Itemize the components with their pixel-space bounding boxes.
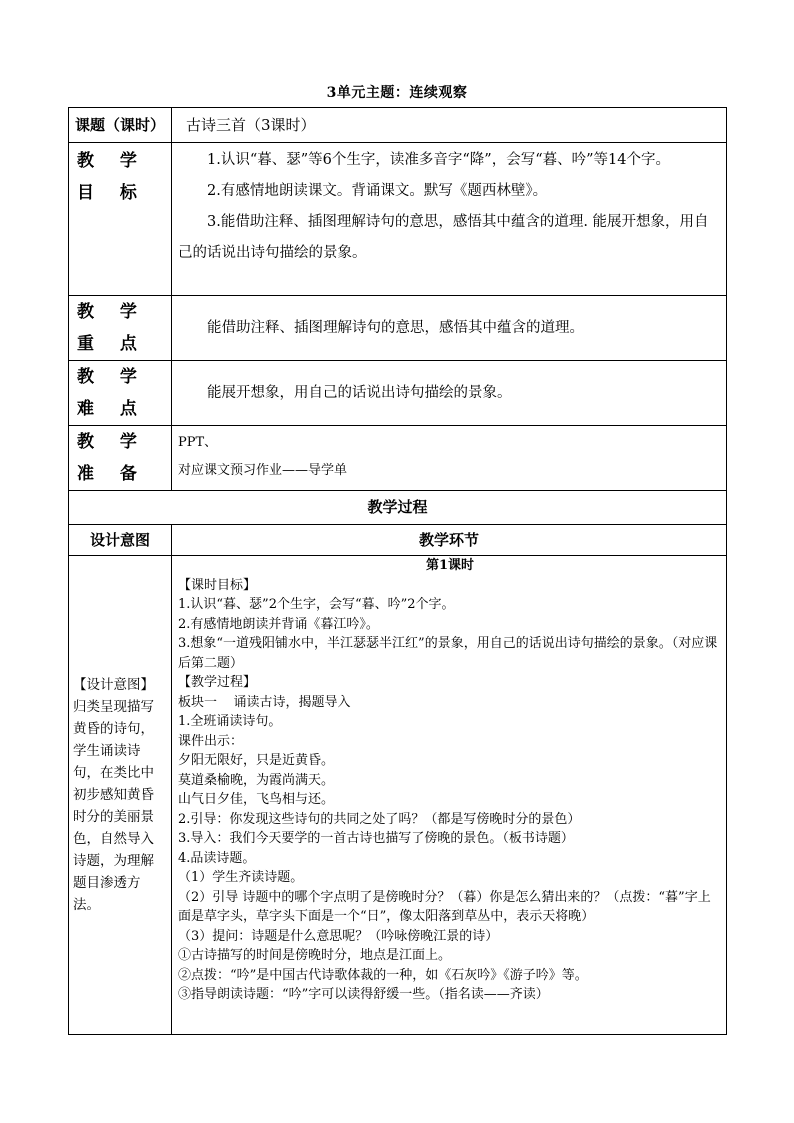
lesson-title: 第1课时 (425, 558, 475, 573)
objectives-row (69, 143, 727, 296)
objectives-content (172, 143, 727, 296)
process-line: ①古诗描写的时间是傍晚时分，地点是江面上。 (178, 948, 452, 963)
course-value: 古诗三首（3课时） (172, 108, 727, 143)
column-header-intent: 设计意图 (69, 525, 172, 556)
objectives-label-line-2: 目 标 (77, 183, 147, 203)
process-title: 教学过程 (69, 491, 727, 525)
difficulties-text: 能展开想象，用自己的话说出诗句描绘的景象。 (207, 384, 512, 401)
process-line: 【课时目标】 (178, 577, 257, 593)
objectives-label (69, 143, 172, 296)
objective-item: 3.能借助注释、插图理解诗句的意思，感悟其中蕴含的道理. 能展开想象，用自己的话说出诗句描绘的景象。 (178, 214, 709, 261)
process-line: ②点拨：“吟”是中国古代诗歌体裁的一种，如《石灰吟》《游子吟》等。 (178, 967, 588, 983)
column-header-process: 教学环节 (172, 525, 727, 556)
key-points-label-line-2: 重 点 (77, 334, 147, 354)
preparation-content (172, 426, 727, 491)
process-line: 2.引导：你发现这些诗句的共同之处了吗？（都是写傍晚时分的景色） (178, 811, 581, 827)
process-line: 板块一 诵读古诗，揭题导入 (178, 694, 351, 710)
process-line: ③指导朗读诗题：“吟”字可以读得舒缓一些。（指名读——齐读） (178, 987, 549, 1002)
process-title-row (69, 491, 727, 525)
difficulties-label (69, 361, 172, 426)
difficulties-label-line-1: 教 学 (77, 367, 147, 387)
page-title: 3单元主题：连续观察 (326, 85, 468, 101)
objective-item: 2.有感情地朗读课文。背诵课文。默写《题西林壁》。 (207, 183, 548, 199)
process-line: 课件出示： (178, 733, 244, 749)
lesson-plan-table (68, 107, 727, 1035)
process-line: 夕阳无限好，只是近黄昏。 (178, 753, 335, 768)
process-line: 山气日夕佳，飞鸟相与还。 (178, 792, 335, 807)
preparation-label-line-2: 准 备 (77, 464, 147, 484)
preparation-line-1: PPT、 (178, 435, 218, 450)
key-points-content (172, 296, 727, 361)
process-line: 1.认识“暮、瑟”2个生字，会写“暮、吟”2个字。 (178, 597, 455, 612)
preparation-label (69, 426, 172, 491)
difficulties-row (69, 361, 727, 426)
key-points-row (69, 296, 727, 361)
header-row (69, 108, 727, 143)
process-line: 3.想象“一道残阳铺水中，半江瑟瑟半江红”的景象，用自己的话说出诗句描绘的景象。（对应课后第二题） (178, 636, 718, 671)
difficulties-content (172, 361, 727, 426)
process-line: （1）学生齐读诗题。 (178, 870, 304, 885)
process-line: （3）提问：诗题是什么意思呢？（吟咏傍晚江景的诗） (178, 928, 499, 944)
preparation-label-line-1: 教 学 (77, 432, 147, 452)
process-line: （2）引导 诗题中的哪个字点明了是傍晚时分？（暮）你是怎么猜出来的？（点拨：“暮”字上面是草字头，草字头下面是一个“日”，像太阳落到草丛中，表示天将晚） (178, 889, 711, 924)
lesson-row (69, 556, 727, 1035)
difficulties-label-line-2: 难 点 (77, 399, 147, 419)
design-intent: 【设计意图】归类呈现描写黄昏的诗句，学生诵读诗句，在类比中初步感知黄昏时分的美丽景色，自然导入诗题，为理解题目渗透方法。 (69, 556, 172, 1035)
preparation-row (69, 426, 727, 491)
column-header-row (69, 525, 727, 556)
preparation-line-2: 对应课文预习作业——导学单 (178, 463, 348, 478)
objective-item: 1.认识“暮、瑟”等6个生字，读准多音字“降”，会写“暮、吟”等14个字。 (207, 152, 670, 168)
process-line: 【教学过程】 (178, 675, 257, 690)
lesson-process (172, 556, 727, 1035)
process-line: 1.全班诵读诗句。 (178, 714, 282, 729)
process-line: 3.导入：我们今天要学的一首古诗也描写了傍晚的景色。（板书诗题） (178, 831, 574, 846)
key-points-label-line-1: 教 学 (77, 302, 147, 322)
process-line: 莫道桑榆晚，为霞尚满天。 (178, 772, 335, 788)
process-line: 2.有感情地朗读并背诵《暮江吟》。 (178, 616, 379, 632)
course-label: 课题（课时） (69, 108, 172, 143)
key-points-text: 能借助注释、插图理解诗句的意思，感悟其中蕴含的道理。 (207, 319, 584, 336)
process-line: 4.品读诗题。 (178, 850, 256, 866)
key-points-label (69, 296, 172, 361)
objectives-label-line-1: 教 学 (77, 151, 147, 171)
